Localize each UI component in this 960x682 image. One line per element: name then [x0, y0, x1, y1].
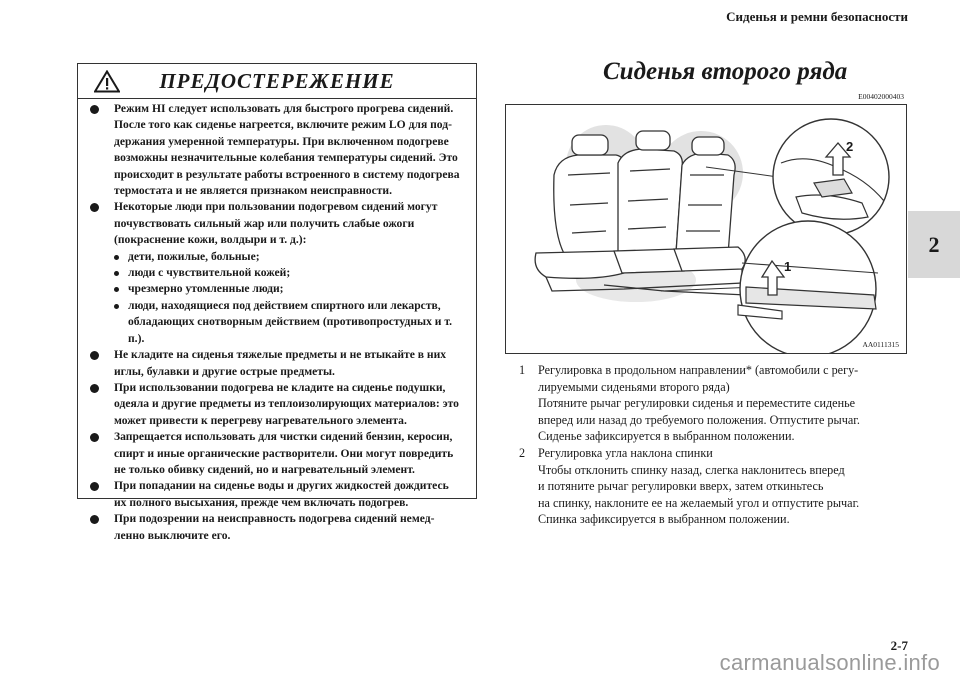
chapter-tab: 2 [908, 211, 960, 278]
warning-sub-item: люди, находящиеся под действием спиртного или лекарств, обладающих снотворным действием (противопростудных и т. п.). [114, 298, 464, 347]
warning-triangle-icon [94, 70, 120, 93]
warning-item: При использовании подогрева не кладите на сиденье подушки, одеяла и другие предметы из теплоизолирующих материалов: это может привести к перегреву нагревательного элемента. [86, 380, 464, 429]
warning-sub-item: чрезмерно утомленные люди; [114, 281, 464, 297]
warning-item: Запрещается использовать для чистки сидений бензин, керосин, спирт и иные органические растворители. Они могут повредить не только обивку сидений, но и нагревательный элемент. [86, 429, 464, 478]
bullet-icon [90, 203, 99, 212]
warning-sub-item: люди с чувствительной кожей; [114, 265, 464, 281]
bullet-icon [90, 384, 99, 393]
dot-icon [114, 271, 119, 276]
bullet-icon [90, 482, 99, 491]
warning-title: ПРЕДОСТЕРЕЖЕНИЕ [159, 68, 395, 93]
steps-list [519, 362, 909, 528]
recline-lever-inset [773, 119, 889, 235]
step-number: 1 [519, 363, 526, 377]
warning-item: Не кладите на сиденья тяжелые предметы и не втыкайте в них иглы, булавки и другие острые предметы. [86, 347, 464, 380]
running-header: Сиденья и ремни безопасности [726, 9, 908, 24]
dot-icon [114, 255, 119, 260]
step-item: 2 Регулировка угла наклона спинки Чтобы отклонить спинку назад, слегка наклонитесь вперед и потяните рычаг регулировки вверх, затем откиньтесь на спинку, наклоните ее на желаемый угол и отпустите рычаг. Спинка зафиксируется в выбранном положении. [519, 445, 860, 527]
figure-code: AA0111315 [862, 340, 899, 349]
section-code: E00402000403 [858, 92, 904, 101]
warning-sub-list [114, 249, 464, 347]
warning-item: При подозрении на неисправность подогрева сидений немед-ленно выключите его. [86, 511, 464, 544]
callout-1: 1 [784, 259, 792, 274]
step-number: 2 [519, 445, 526, 460]
seat-illustration [505, 104, 907, 354]
dot-icon [114, 287, 119, 292]
warning-item: Некоторые люди при пользовании подогревом сидений могут почувствовать сильный жар или получить слабые ожоги (покраснение кожи, волдыри и т. д.): дети, пожилые, больные; люди с чувствительной кожей; чрезмерно утомленные люди; люди, находящиеся под действием спиртного или лекарств, обладающих снотворным действием (противопростудных и т. п.). [86, 199, 464, 347]
seat-back [554, 149, 735, 257]
page-number: 2-7 [890, 638, 908, 653]
warning-list [78, 99, 476, 544]
warning-item: При попадании на сиденье воды и других жидкостей дождитесь их полного высыхания, прежде чем включать подогрев. [86, 478, 464, 511]
warning-item: Режим HI следует использовать для быстрого прогрева сидений. После того как сиденье нагреется, включите режим LO для под-держания умеренной температуры. При включенном подогреве возможны незначительные колебания температуры сидений. Это происходит в результате работы встроенного в систему подогрева термостата и не является признаком неисправности. [86, 101, 464, 199]
bullet-icon [90, 515, 99, 524]
bullet-icon [90, 105, 99, 114]
rear-seat-drawing [506, 105, 906, 353]
dot-icon [114, 304, 119, 309]
slide-lever-inset [738, 221, 878, 353]
warning-box [77, 63, 477, 542]
section-title: Сиденья второго ряда [603, 58, 848, 85]
step-item: 1 Регулировка в продольном направлении* (автомобили с регу- лируемыми сиденьями второго ряда) Потяните рычаг регулировки сиденья и переместите сиденье вперед или назад до требуемого положения. Отпустите рычаг. Сиденье зафиксируется в выбранном положении. [519, 363, 860, 444]
callout-2: 2 [846, 139, 854, 154]
bullet-icon [90, 351, 99, 360]
warning-header [78, 64, 476, 99]
warning-sub-item: дети, пожилые, больные; [114, 249, 464, 265]
bullet-icon [90, 433, 99, 442]
watermark: carmanualsonline.info [719, 650, 940, 675]
